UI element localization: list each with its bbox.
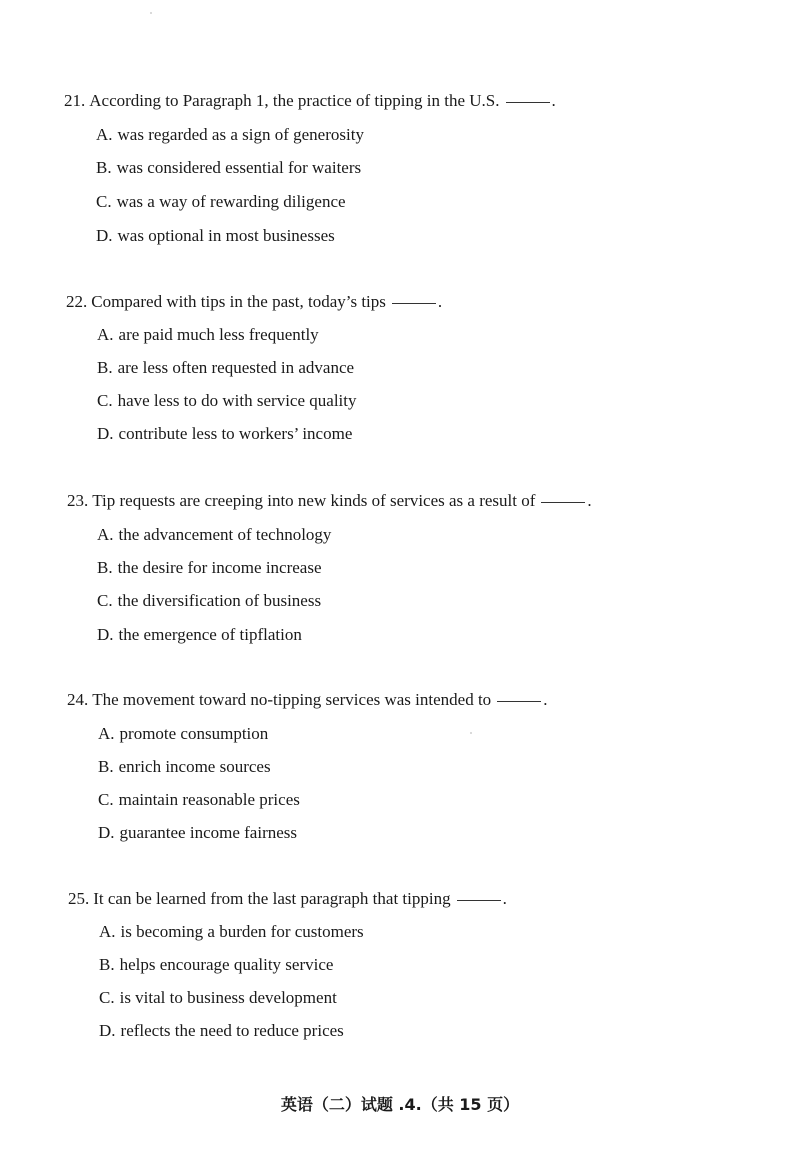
- question-text: Compared with tips in the past, today’s tips: [91, 292, 386, 311]
- option-letter: B.: [98, 757, 114, 776]
- option-b: [98, 757, 271, 777]
- option-text: the diversification of business: [117, 591, 322, 610]
- question-end: .: [437, 292, 443, 311]
- option-text: was considered essential for waiters: [116, 158, 362, 177]
- option-letter: A.: [97, 325, 114, 344]
- option-text: enrich income sources: [118, 757, 271, 776]
- option-b: [99, 955, 333, 975]
- option-letter: C.: [96, 192, 112, 211]
- option-text: helps encourage quality service: [119, 955, 334, 974]
- page-footer: 英语（二）试题 .4.（共 15 页）: [280, 1095, 520, 1114]
- option-a: [97, 325, 319, 345]
- question-number: 25.: [68, 889, 90, 908]
- question-number: 23.: [67, 491, 89, 510]
- option-c: [97, 591, 321, 611]
- option-b: [97, 358, 354, 378]
- option-text: are paid much less frequently: [118, 325, 319, 344]
- option-c: [99, 988, 337, 1008]
- option-text: was a way of rewarding diligence: [116, 192, 346, 211]
- option-letter: A.: [97, 525, 114, 544]
- option-text: the advancement of technology: [118, 525, 332, 544]
- answer-blank: [392, 303, 436, 304]
- option-text: was optional in most businesses: [117, 226, 335, 245]
- option-letter: B.: [96, 158, 112, 177]
- option-letter: B.: [99, 955, 115, 974]
- option-text: the desire for income increase: [117, 558, 322, 577]
- option-letter: B.: [97, 558, 113, 577]
- question-stem: [68, 889, 507, 909]
- option-letter: D.: [97, 424, 114, 443]
- option-c: [98, 790, 300, 810]
- option-text: reflects the need to reduce prices: [120, 1021, 344, 1040]
- answer-blank: [497, 701, 541, 702]
- option-d: [99, 1021, 344, 1041]
- option-letter: A.: [99, 922, 116, 941]
- option-letter: A.: [98, 724, 115, 743]
- option-letter: B.: [97, 358, 113, 377]
- option-text: maintain reasonable prices: [118, 790, 300, 809]
- option-d: [98, 823, 297, 843]
- option-text: is vital to business development: [119, 988, 337, 1007]
- question-number: 24.: [67, 690, 89, 709]
- question-text: The movement toward no-tipping services was intended to: [92, 690, 492, 709]
- option-a: [99, 922, 364, 942]
- option-a: [98, 724, 268, 744]
- question-end: .: [587, 491, 592, 510]
- option-letter: C.: [98, 790, 114, 809]
- question-number: 22.: [66, 292, 88, 311]
- option-letter: D.: [96, 226, 113, 245]
- option-d: [97, 625, 302, 645]
- question-stem: [67, 491, 592, 511]
- option-letter: A.: [96, 125, 113, 144]
- option-letter: C.: [99, 988, 115, 1007]
- option-text: is becoming a burden for customers: [120, 922, 364, 941]
- option-letter: D.: [99, 1021, 116, 1040]
- question-number: 21.: [64, 91, 86, 110]
- option-text: are less often requested in advance: [117, 358, 355, 377]
- option-a: [97, 525, 331, 545]
- question-end: .: [543, 690, 548, 709]
- option-text: guarantee income fairness: [119, 823, 298, 842]
- question-end: .: [502, 889, 507, 908]
- question-stem: [64, 91, 556, 111]
- option-c: [96, 192, 346, 212]
- option-b: [97, 558, 322, 578]
- option-d: [97, 424, 352, 444]
- option-text: contribute less to workers’ income: [118, 424, 353, 443]
- scan-speck: [150, 12, 152, 14]
- question-text: According to Paragraph 1, the practice of tipping in the U.S.: [89, 91, 500, 110]
- option-text: have less to do with service quality: [117, 391, 357, 410]
- answer-blank: [541, 502, 585, 503]
- question-text: Tip requests are creeping into new kinds of services as a result of: [92, 491, 536, 510]
- option-b: [96, 158, 361, 178]
- answer-blank: [457, 900, 501, 901]
- answer-blank: [506, 102, 550, 103]
- option-text: the emergence of tipflation: [118, 625, 302, 644]
- option-letter: C.: [97, 391, 113, 410]
- option-letter: C.: [97, 591, 113, 610]
- option-text: was regarded as a sign of generosity: [117, 125, 364, 144]
- option-letter: D.: [98, 823, 115, 842]
- option-d: [96, 226, 335, 246]
- option-a: [96, 125, 364, 145]
- option-text: promote consumption: [119, 724, 269, 743]
- scan-speck: [470, 732, 472, 734]
- question-stem: [67, 690, 547, 710]
- question-stem: [66, 292, 442, 312]
- option-letter: D.: [97, 625, 114, 644]
- question-end: .: [551, 91, 556, 110]
- question-text: It can be learned from the last paragraph that tipping: [93, 889, 451, 908]
- option-c: [97, 391, 356, 411]
